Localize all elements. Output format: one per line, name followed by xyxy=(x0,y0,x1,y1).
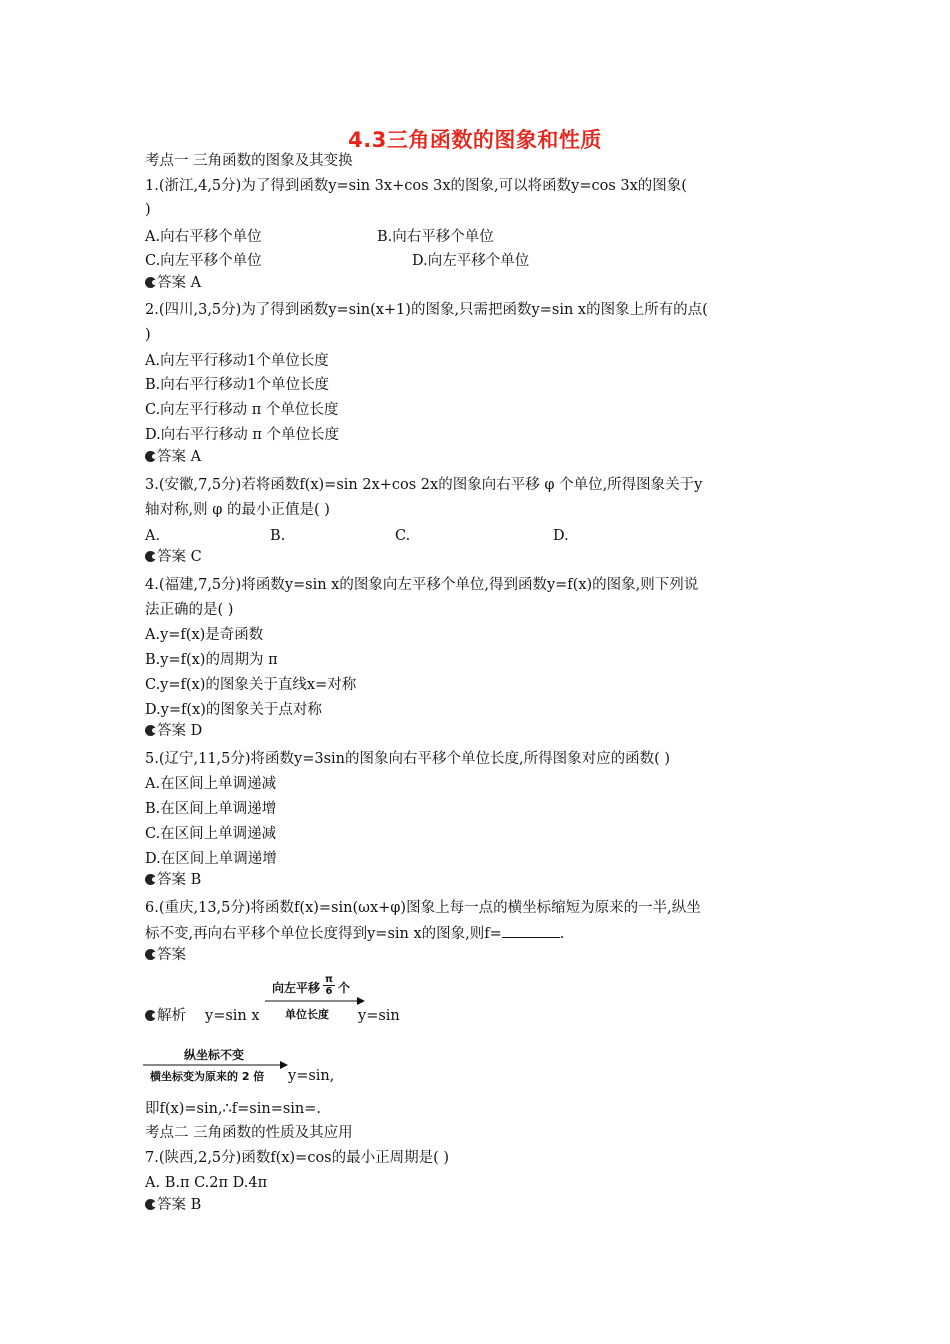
q6-solution-left-expr: y=sin x xyxy=(205,1008,260,1024)
q3-option-c: C. xyxy=(395,528,411,544)
q4-stem-line1: 4.(福建,7,5分)将函数y=sin x的图象向左平移个单位,得到函数y=f(x)的图象,则下列说 xyxy=(145,577,699,593)
q6-solution-right-expr: y=sin xyxy=(358,1008,400,1024)
q6-answer: 答案 xyxy=(145,945,186,965)
q3-answer: 答案 C xyxy=(145,547,202,567)
q7-options: A. B.π C.2π D.4π xyxy=(145,1175,268,1191)
arrow1-fraction xyxy=(323,974,335,997)
q4-option-b: B.y=f(x)的周期为 π xyxy=(145,652,278,668)
arrow1-bottom-label: 单位长度 xyxy=(285,1008,329,1021)
q4-option-a: A.y=f(x)是奇函数 xyxy=(145,627,264,643)
q5-option-d: D.在区间上单调递增 xyxy=(145,851,277,867)
answer-marker-icon xyxy=(145,1199,156,1210)
q7-answer: 答案 B xyxy=(145,1195,201,1215)
q5-option-a: A.在区间上单调递减 xyxy=(145,776,277,792)
q2-option-a: A.向左平行移动1个单位长度 xyxy=(145,353,329,369)
answer-marker-icon xyxy=(145,725,156,736)
q1-answer: 答案 A xyxy=(145,273,201,293)
q5-option-c: C.在区间上单调递减 xyxy=(145,826,277,842)
fraction-numerator: π xyxy=(323,974,335,986)
q3-option-b: B. xyxy=(270,528,286,544)
q4-answer: 答案 D xyxy=(145,721,202,741)
q1-option-c: C.向左平移个单位 xyxy=(145,253,262,269)
q1-stem-line1: 1.(浙江,4,5分)为了得到函数y=sin 3x+cos 3x的图象,可以将函数y=cos 3x的图象( xyxy=(145,178,687,194)
section-heading-2: 考点二 三角函数的性质及其应用 xyxy=(145,1125,353,1141)
q1-option-a: A.向右平移个单位 xyxy=(145,229,262,245)
arrow2-top-label: 纵坐标不变 xyxy=(184,1048,245,1062)
q3-option-d: D. xyxy=(553,528,569,544)
arrow2-bottom-label: 横坐标变为原来的 2 倍 xyxy=(150,1070,265,1083)
q2-stem-line1: 2.(四川,3,5分)为了得到函数y=sin(x+1)的图象,只需把函数y=sin x的图象上所有的点( xyxy=(145,302,708,318)
q2-option-c: C.向左平行移动 π 个单位长度 xyxy=(145,402,339,418)
answer-marker-icon xyxy=(145,551,156,562)
answer-marker-icon xyxy=(145,1010,156,1021)
answer-blank xyxy=(502,923,560,938)
q1-stem-line2: ) xyxy=(145,202,151,218)
q5-option-b: B.在区间上单调递增 xyxy=(145,801,277,817)
fraction-denominator: 6 xyxy=(325,986,333,997)
q2-answer: 答案 A xyxy=(145,447,201,467)
q6-conclusion: 即f(x)=sin,∴f=sin=sin=. xyxy=(145,1101,322,1117)
arrow1-top-label: 向左平移 xyxy=(272,981,321,995)
q6-stem-line2: 标不变,再向右平移个单位长度得到y=sin x的图象,则f= . xyxy=(145,923,564,944)
q7-stem-line1: 7.(陕西,2,5分)函数f(x)=cos的最小正周期是( ) xyxy=(145,1150,450,1166)
q6-stem-line1: 6.(重庆,13,5分)将函数f(x)=sin(ωx+φ)图象上每一点的横坐标缩短为原来的一半,纵坐 xyxy=(145,900,701,916)
answer-marker-icon xyxy=(145,874,156,885)
answer-marker-icon xyxy=(145,949,156,960)
q2-stem-line2: ) xyxy=(145,327,151,343)
arrow1-top-suffix: 个 xyxy=(338,981,351,995)
q6-solution-label: 解析 xyxy=(145,1006,186,1026)
section-heading-1: 考点一 三角函数的图象及其变换 xyxy=(145,153,353,169)
q2-option-d: D.向右平行移动 π 个单位长度 xyxy=(145,427,339,443)
q3-stem-line2: 轴对称,则 φ 的最小正值是( ) xyxy=(145,502,330,518)
q4-option-d: D.y=f(x)的图象关于点对称 xyxy=(145,702,322,718)
q4-stem-line2: 法正确的是( ) xyxy=(145,602,234,618)
q3-stem-line1: 3.(安徽,7,5分)若将函数f(x)=sin 2x+cos 2x的图象向右平移 φ 个单位,所得图象关于y xyxy=(145,477,703,493)
q1-option-d: D.向左平移个单位 xyxy=(412,253,530,269)
q3-option-a: A. xyxy=(145,528,161,544)
transform-arrow-1-icon xyxy=(265,996,365,1006)
answer-marker-icon xyxy=(145,277,156,288)
arrow2-result-expr: y=sin, xyxy=(288,1068,335,1084)
page-title: 4.3三角函数的图象和性质 xyxy=(348,128,602,152)
q5-stem-line1: 5.(辽宁,11,5分)将函数y=3sin的图象向右平移个单位长度,所得图象对应的函数( ) xyxy=(145,751,671,767)
q1-option-b: B.向右平移个单位 xyxy=(377,229,494,245)
q4-option-c: C.y=f(x)的图象关于直线x=对称 xyxy=(145,677,357,693)
q2-option-b: B.向右平行移动1个单位长度 xyxy=(145,377,329,393)
answer-marker-icon xyxy=(145,451,156,462)
q5-answer: 答案 B xyxy=(145,870,201,890)
